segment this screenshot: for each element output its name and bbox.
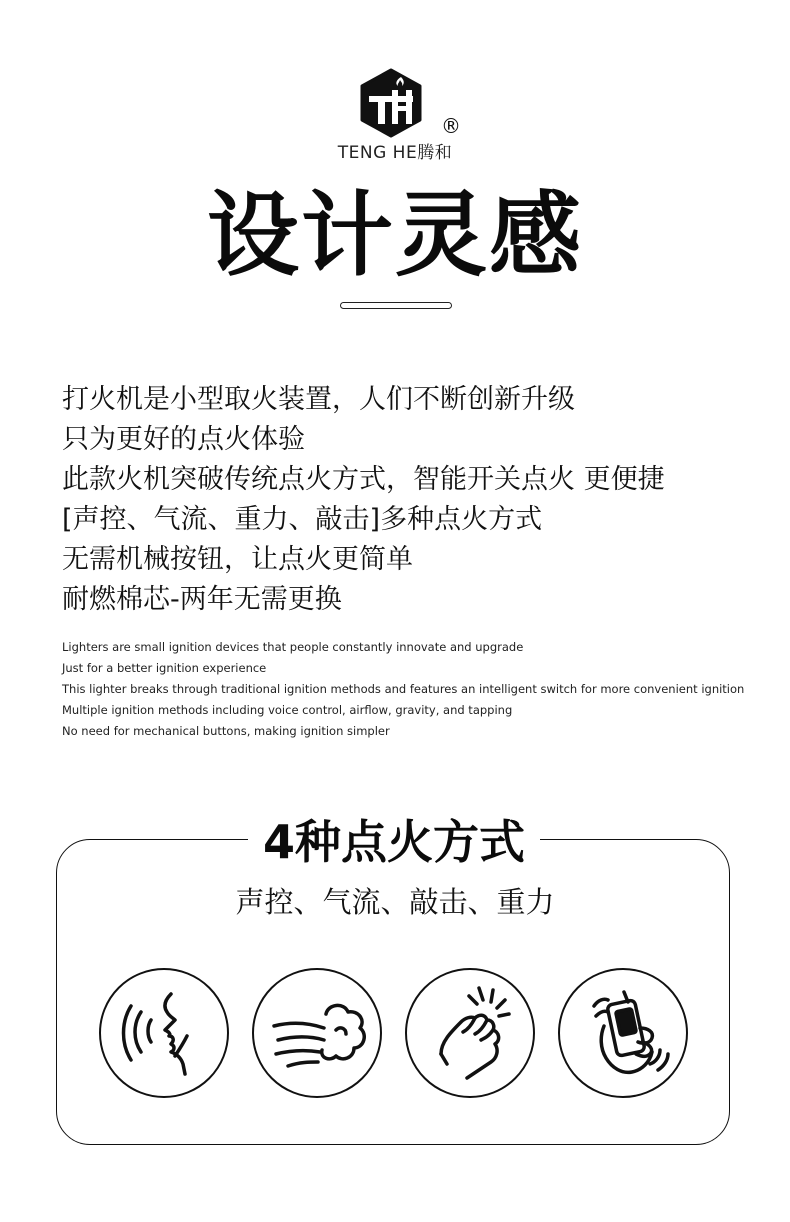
intro-en-line: This lighter breaks through traditional ignition methods and features an intelligent switch for more convenient ignition bbox=[62, 682, 745, 696]
method-airflow bbox=[252, 968, 382, 1098]
page-title: 设计灵感 bbox=[206, 182, 583, 289]
intro-cn-line: [声控、气流、重力、敲击]多种点火方式 bbox=[62, 504, 543, 535]
ignition-methods-subtitle: 声控、气流、敲击、重力 bbox=[235, 885, 555, 919]
intro-cn-line: 此款火机突破传统点火方式，智能开关点火 更便捷 bbox=[62, 464, 665, 495]
intro-en-line: Just for a better ignition experience bbox=[62, 661, 267, 675]
hexagon-logo-icon bbox=[356, 68, 426, 138]
ignition-methods-title: 4种点火方式 bbox=[248, 812, 540, 872]
intro-cn-line: 无需机械按钮，让点火更简单 bbox=[62, 544, 413, 575]
brand-name: TENG HE腾和 bbox=[337, 143, 453, 163]
intro-chinese-text bbox=[62, 380, 762, 620]
tap-icon bbox=[407, 970, 533, 1096]
intro-en-line: Lighters are small ignition devices that people constantly innovate and upgrade bbox=[62, 640, 524, 654]
method-voice-control bbox=[99, 968, 229, 1098]
registered-mark: ® bbox=[441, 114, 461, 138]
intro-cn-line: 只为更好的点火体验 bbox=[62, 424, 305, 455]
title-underline-divider bbox=[340, 302, 452, 309]
method-tap bbox=[405, 968, 535, 1098]
airflow-icon bbox=[254, 970, 380, 1096]
intro-cn-line: 打火机是小型取火装置，人们不断创新升级 bbox=[62, 384, 575, 415]
gravity-icon bbox=[560, 970, 686, 1096]
intro-en-line: Multiple ignition methods including voice control, airflow, gravity, and tapping bbox=[62, 703, 513, 717]
intro-cn-line: 耐燃棉芯-两年无需更换 bbox=[62, 584, 342, 615]
brand-logo bbox=[0, 66, 790, 166]
intro-english-text bbox=[62, 637, 762, 742]
method-gravity bbox=[558, 968, 688, 1098]
intro-en-line: No need for mechanical buttons, making ignition simpler bbox=[62, 724, 390, 738]
voice-control-icon bbox=[101, 970, 227, 1096]
